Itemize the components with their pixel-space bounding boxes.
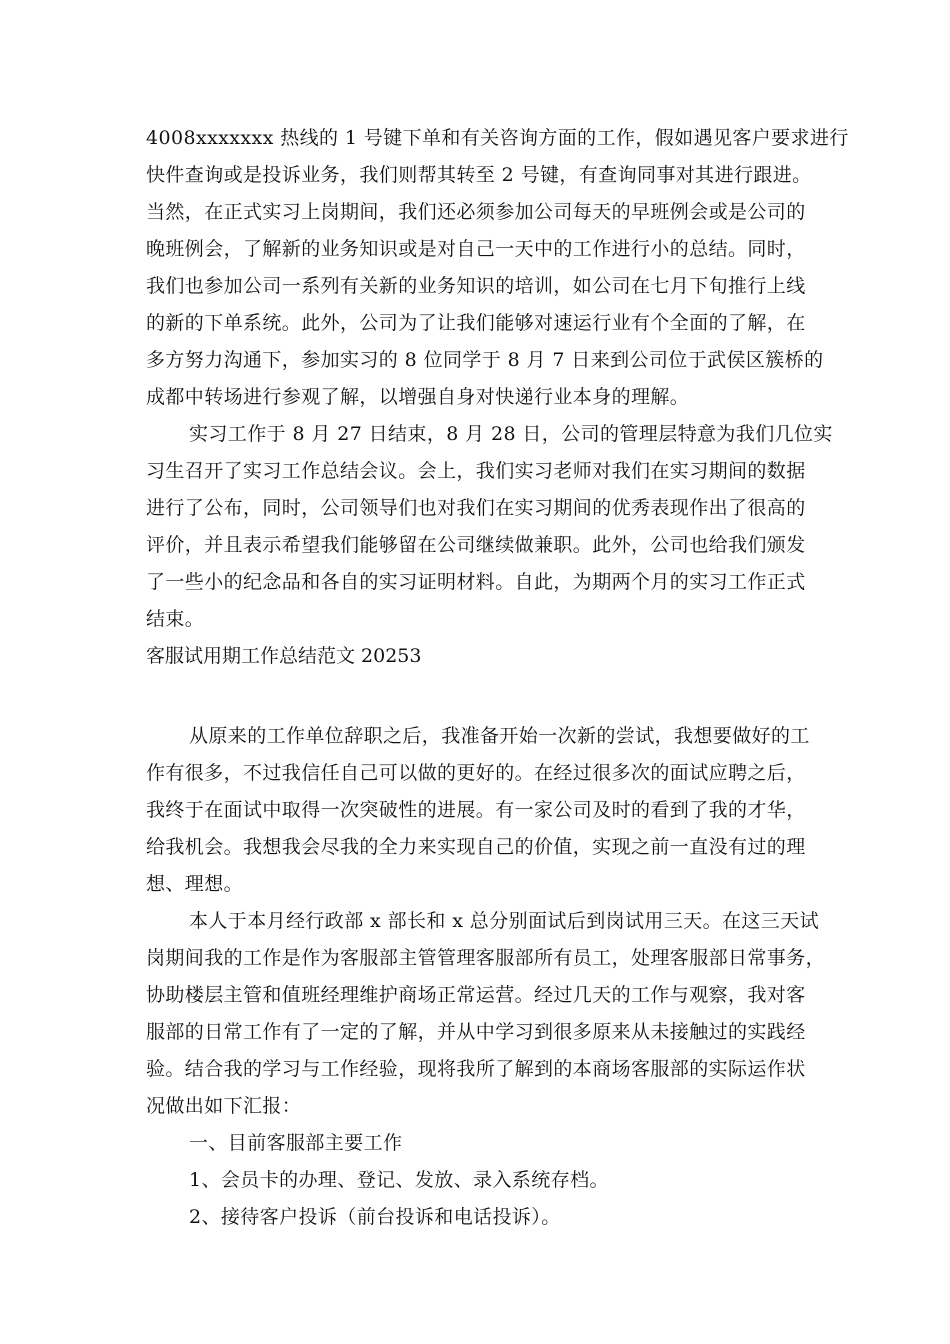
list-heading: 一、目前客服部主要工作: [189, 1132, 403, 1154]
document-title: 客服试用期工作总结范文 20253: [146, 645, 422, 667]
text-line: 岗期间我的工作是作为客服部主管管理客服部所有员工，处理客服部日常事务，: [146, 947, 826, 969]
text-line: 的新的下单系统。此外，公司为了让我们能够对速运行业有个全面的了解，在: [146, 312, 806, 334]
text-line: 当然，在正式实习上岗期间，我们还必须参加公司每天的早班例会或是公司的: [146, 201, 806, 223]
text-line: 况做出如下汇报：: [146, 1095, 302, 1117]
paragraph-1: [146, 120, 849, 416]
text-line: 想、理想。: [146, 873, 244, 895]
text-line: 了一些小的纪念品和各自的实习证明材料。自此，为期两个月的实习工作正式: [146, 571, 806, 593]
work-list: [146, 1125, 816, 1236]
document-page: [146, 120, 849, 1236]
text-line: 晚班例会，了解新的业务知识或是对自己一天中的工作进行小的总结。同时，: [146, 238, 806, 260]
paragraph-2: [146, 416, 833, 638]
blank-gap: [146, 675, 816, 718]
text-line: 4008xxxxxxx 热线的 1 号键下单和有关咨询方面的工作，假如遇见客户要求进行: [146, 127, 849, 149]
list-item: 2、接待客户投诉（前台投诉和电话投诉）。: [189, 1206, 561, 1228]
text-line: 进行了公布，同时，公司领导们也对我们在实习期间的优秀表现作出了很高的: [146, 497, 806, 519]
paragraph-3: [146, 718, 816, 903]
text-line: 多方努力沟通下，参加实习的 8 位同学于 8 月 7 日来到公司位于武侯区簇桥的: [146, 349, 824, 371]
text-line: 验。结合我的学习与工作经验，现将我所了解到的本商场客服部的实际运作状: [146, 1058, 806, 1080]
text-line: 评价，并且表示希望我们能够留在公司继续做兼职。此外，公司也给我们颁发: [146, 534, 806, 556]
text-line: 作有很多，不过我信任自己可以做的更好的。在经过很多次的面试应聘之后，: [146, 762, 806, 784]
text-line: 实习工作于 8 月 27 日结束，8 月 28 日，公司的管理层特意为我们几位实: [189, 423, 833, 445]
text-line: 本人于本月经行政部 x 部长和 x 总分别面试后到岗试用三天。在这三天试: [189, 910, 819, 932]
text-line: 习生召开了实习工作总结会议。会上，我们实习老师对我们在实习期间的数据: [146, 460, 806, 482]
text-line: 协助楼层主管和值班经理维护商场正常运营。经过几天的工作与观察，我对客: [146, 984, 806, 1006]
text-line: 快件查询或是投诉业务，我们则帮其转至 2 号键，有查询同事对其进行跟进。: [146, 164, 812, 186]
text-line: 我终于在面试中取得一次突破性的进展。有一家公司及时的看到了我的才华，: [146, 799, 806, 821]
text-line: 我们也参加公司一系列有关新的业务知识的培训，如公司在七月下旬推行上线: [146, 275, 806, 297]
text-line: 成都中转场进行参观了解，以增强自身对快递行业本身的理解。: [146, 386, 690, 408]
text-line: 服部的日常工作有了一定的了解，并从中学习到很多原来从未接触过的实践经: [146, 1021, 806, 1043]
text-line: 结束。: [146, 608, 205, 630]
text-line: 给我机会。我想我会尽我的全力来实现自己的价值，实现之前一直没有过的理: [146, 836, 806, 858]
text-line: 从原来的工作单位辞职之后，我准备开始一次新的尝试，我想要做好的工: [189, 725, 810, 747]
paragraph-4: [146, 903, 826, 1125]
list-item: 1、会员卡的办理、登记、发放、录入系统存档。: [189, 1169, 609, 1191]
